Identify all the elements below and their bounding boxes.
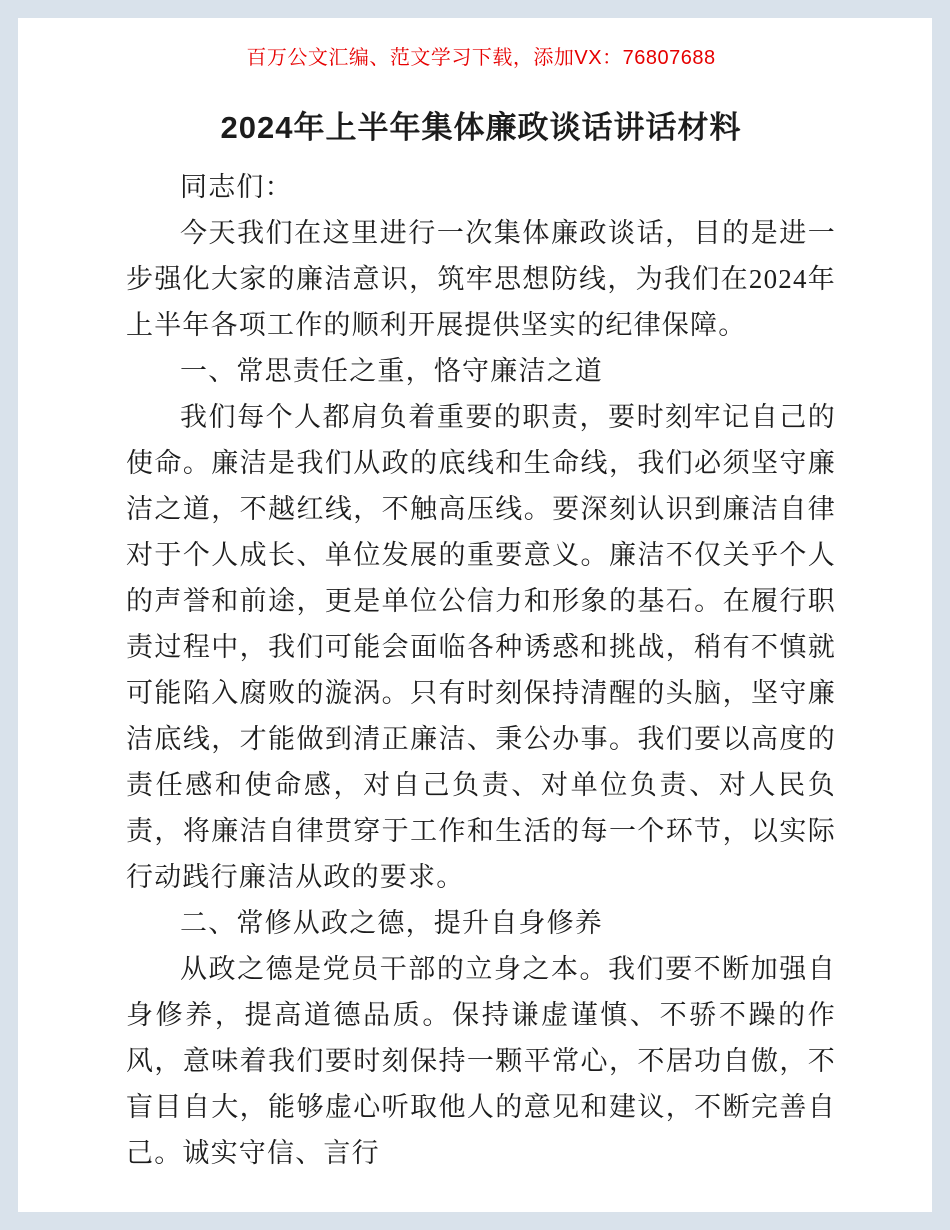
paragraph: 今天我们在这里进行一次集体廉政谈话，目的是进一步强化大家的廉洁意识，筑牢思想防线，为我们在2024年上半年各项工作的顺利开展提供坚实的纪律保障。 [126,218,836,340]
document-title: 2024年上半年集体廉政谈话讲话材料 [220,110,742,145]
document-page [18,18,932,1212]
paragraph: 从政之德是党员干部的立身之本。我们要不断加强自身修养，提高道德品质。保持谦虚谨慎、不骄不躁的作风，意味着我们要时刻保持一颗平常心，不居功自傲，不盲目自大，能够虚心听取他人的意见和建议，不断完善自己。诚实守信、言行 [126,954,836,1168]
salutation: 同志们： [180,172,293,202]
header-notice: 百万公文汇编、范文学习下载，添加VX：76807688 [246,47,716,69]
section-heading-2: 二、常修从政之德，提升自身修养 [180,908,603,938]
section-heading-1: 一、常思责任之重，恪守廉洁之道 [180,356,603,386]
paragraph: 我们每个人都肩负着重要的职责，要时刻牢记自己的使命。廉洁是我们从政的底线和生命线，我们必须坚守廉洁之道，不越红线，不触高压线。要深刻认识到廉洁自律对于个人成长、单位发展的重要意义。廉洁不仅关乎个人的声誉和前途，更是单位公信力和形象的基石。在履行职责过程中，我们可能会面临各种诱惑和挑战，稍有不慎就可能陷入腐败的漩涡。只有时刻保持清醒的头脑，坚守廉洁底线，才能做到清正廉洁、秉公办事。我们要以高度的责任感和使命感，对自己负责、对单位负责、对人民负责，将廉洁自律贯穿于工作和生活的每一个环节，以实际行动践行廉洁从政的要求。 [126,402,836,892]
